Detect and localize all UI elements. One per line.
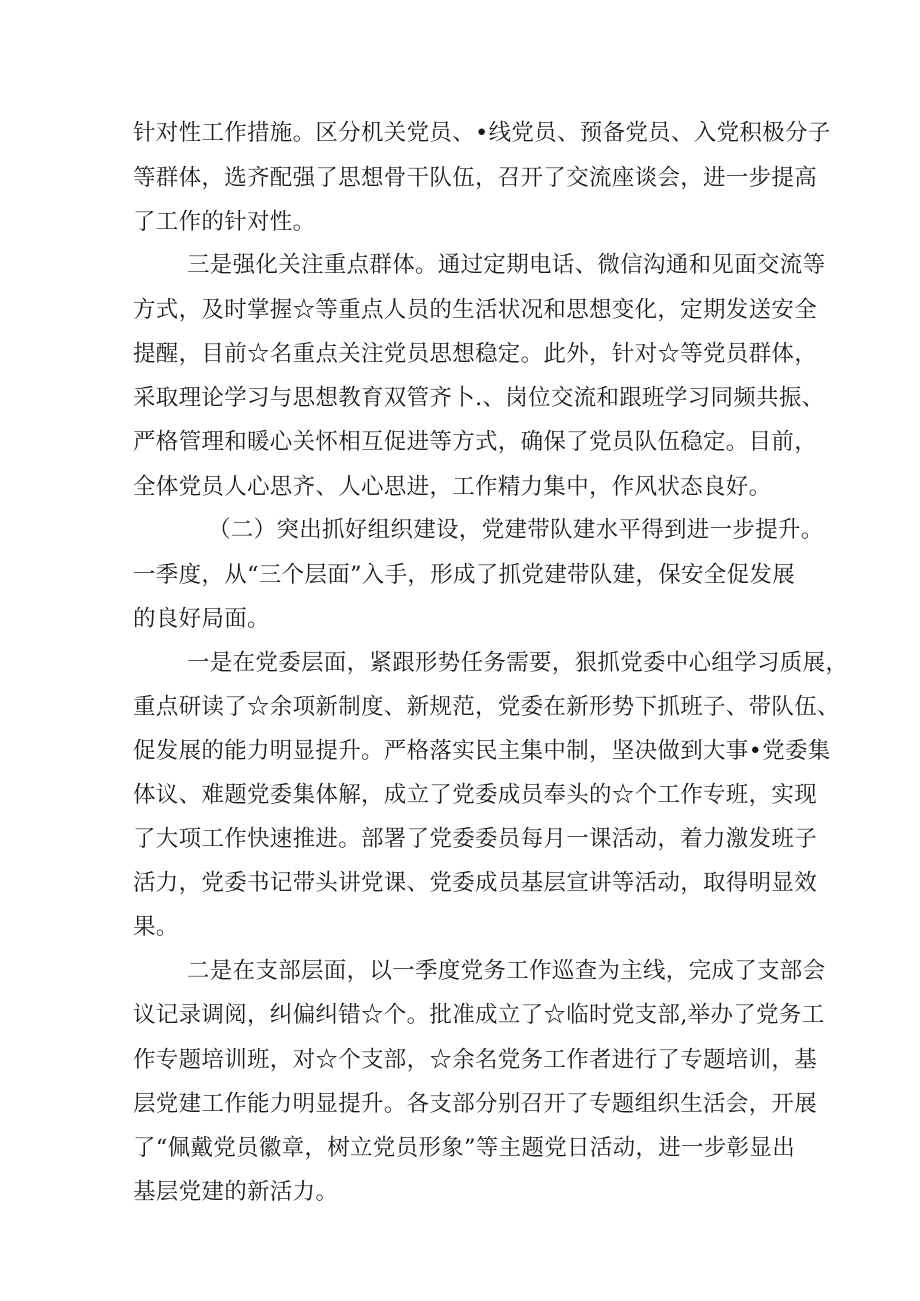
p2-line-4: 采取理论学习与思想教育双管齐卜.、岗位交流和跟班学习同频共振、	[133, 385, 825, 411]
p3-line-3: 的良好局面。	[133, 606, 270, 632]
p1-line-2: 等群体，选齐配强了思想骨干队伍，召开了交流座谈会，进一步提高	[133, 165, 818, 191]
p4-line-5: 了大项工作快速推进。部署了党委委员每月一课活动，着力激发班子	[133, 826, 818, 852]
p4-line-2: 重点研读了☆余项新制度、新规范，党委在新形势下抓班子、带队伍、	[133, 694, 840, 720]
p3-line-2: 一季度，从“三个层面”入手，形成了抓党建带队建，保安全促发展	[133, 562, 796, 588]
p4-line-3: 促发展的能力明显提升。严格落实民主集中制，坚决做到大事•党委集	[133, 738, 831, 764]
p2-line-5: 严格管理和暖心关怀相互促进等方式，确保了党员队伍稳定。目前，	[133, 429, 818, 455]
p4-line-4: 体议、难题党委集体解，成立了党委成员奉头的☆个工作专班，实现	[133, 782, 818, 808]
p4-line-6: 活力，党委书记带头讲党课、党委成员基层宣讲等活动，取得明显效	[133, 870, 818, 896]
p5-line-6: 基层党建的新活力。	[133, 1179, 339, 1205]
p5-line-4: 层党建工作能力明显提升。各支部分别召开了专题组织生活会，开展	[133, 1091, 818, 1117]
p2-line-6: 全体党员人心思齐、人心思进，工作精力集中，作风状态良好。	[133, 474, 772, 500]
p5-line-5: 了“佩戴党员徽章，树立党员形象”等主题党日活动，进一步彰显出	[133, 1135, 796, 1161]
p5-line-2: 议记录调阅，纠偏纠错☆个。批准成立了☆临时党支部,举办了党务工	[133, 1002, 825, 1028]
p1-line-1: 针对性工作措施。区分机关党员、•线党员、预备党员、入党积极分子	[133, 120, 831, 146]
p2-line-2: 方式，及时掌握☆等重点人员的生活状况和思想变化，定期发送安全	[133, 297, 818, 323]
p4-line-1: 一是在党委层面，紧跟形势任务需要，狠抓党委中心组学习质展，	[187, 650, 849, 676]
p4-line-7: 果。	[133, 914, 179, 940]
p1-line-3: 了工作的针对性。	[133, 209, 316, 235]
p2-line-1: 三是强化关注重点群体。通过定期电话、微信沟通和见面交流等	[187, 252, 826, 278]
p5-line-3: 作专题培训班，对☆个支部，☆余名党务工作者进行了专题培训，基	[133, 1047, 818, 1073]
p5-line-1: 二是在支部层面，以一季度党务工作巡查为主线，完成了支部会	[187, 958, 826, 984]
p2-line-3: 提醒，目前☆名重点关注党员思想稳定。此外，针对☆等党员群体，	[133, 341, 818, 367]
section-heading-2: （二）突出抓好组织建设，党建带队建水平得到进一步提升。	[208, 517, 824, 543]
